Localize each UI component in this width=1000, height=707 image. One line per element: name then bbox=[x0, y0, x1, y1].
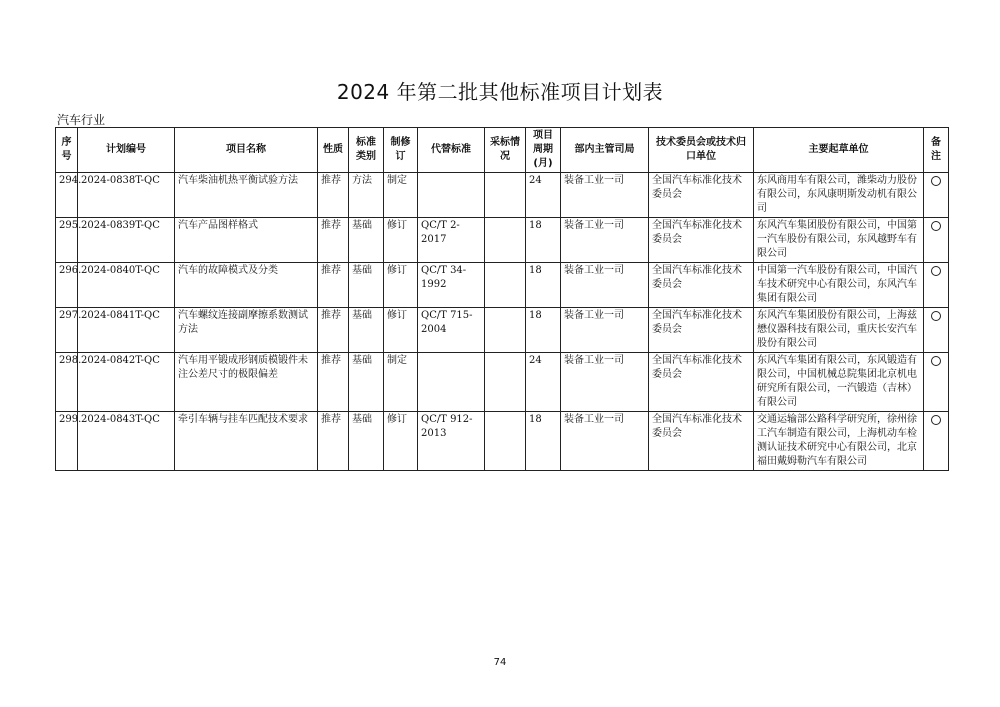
table-row bbox=[56, 263, 949, 308]
row-period: 18 bbox=[526, 218, 561, 263]
row-period: 18 bbox=[526, 308, 561, 353]
row-project-name: 汽车柴油机热平衡试验方法 bbox=[175, 173, 318, 218]
row-nature: 推荐 bbox=[318, 173, 349, 218]
row-adoption bbox=[485, 353, 526, 412]
row-revise-type: 修订 bbox=[384, 263, 418, 308]
row-category: 基础 bbox=[349, 412, 384, 471]
row-note bbox=[924, 412, 949, 471]
row-replaced-standard: QC/T 912-2013 bbox=[418, 412, 485, 471]
row-category: 基础 bbox=[349, 263, 384, 308]
table-row bbox=[56, 353, 949, 412]
row-project-name: 汽车螺纹连接副摩擦系数测试方法 bbox=[175, 308, 318, 353]
row-adoption bbox=[485, 263, 526, 308]
row-revise-type: 修订 bbox=[384, 308, 418, 353]
row-adoption bbox=[485, 218, 526, 263]
row-department: 装备工业一司 bbox=[561, 412, 649, 471]
row-project-name: 汽车的故障模式及分类 bbox=[175, 263, 318, 308]
row-project-name: 汽车产品图样格式 bbox=[175, 218, 318, 263]
row-project-name: 牵引车辆与挂车匹配技术要求 bbox=[175, 412, 318, 471]
circle-mark-icon bbox=[931, 415, 941, 425]
section-label: 汽车行业 bbox=[57, 113, 106, 127]
row-note bbox=[924, 308, 949, 353]
row-committee: 全国汽车标准化技术委员会 bbox=[649, 218, 754, 263]
row-drafting-units: 交通运输部公路科学研究所，徐州徐工汽车制造有限公司，上海机动车检测认证技术研究中心有限公司，北京福田戴姆勒汽车有限公司 bbox=[754, 412, 924, 471]
table-header-row bbox=[56, 128, 949, 173]
row-note bbox=[924, 218, 949, 263]
circle-mark-icon bbox=[931, 221, 941, 231]
page-number: 74 bbox=[493, 657, 507, 668]
row-committee: 全国汽车标准化技术委员会 bbox=[649, 308, 754, 353]
row-plan-code: 2024-0840T-QC bbox=[78, 263, 175, 308]
row-nature: 推荐 bbox=[318, 263, 349, 308]
row-seq: 296. bbox=[56, 263, 78, 308]
row-seq: 294. bbox=[56, 173, 78, 218]
row-seq: 298. bbox=[56, 353, 78, 412]
row-replaced-standard: QC/T 715-2004 bbox=[418, 308, 485, 353]
row-committee: 全国汽车标准化技术委员会 bbox=[649, 412, 754, 471]
row-department: 装备工业一司 bbox=[561, 173, 649, 218]
column-header: 标准类别 bbox=[349, 128, 384, 173]
row-period: 18 bbox=[526, 263, 561, 308]
row-department: 装备工业一司 bbox=[561, 218, 649, 263]
table-row bbox=[56, 412, 949, 471]
column-header: 计划编号 bbox=[78, 128, 175, 173]
row-replaced-standard bbox=[418, 353, 485, 412]
table-row bbox=[56, 218, 949, 263]
row-revise-type: 修订 bbox=[384, 218, 418, 263]
row-committee: 全国汽车标准化技术委员会 bbox=[649, 263, 754, 308]
row-category: 基础 bbox=[349, 218, 384, 263]
column-header: 备注 bbox=[924, 128, 949, 173]
circle-mark-icon bbox=[931, 176, 941, 186]
column-header: 项目周期(月) bbox=[526, 128, 561, 173]
row-replaced-standard: QC/T 34-1992 bbox=[418, 263, 485, 308]
page-title: 2024 年第二批其他标准项目计划表 bbox=[336, 80, 664, 104]
column-header: 制修订 bbox=[384, 128, 418, 173]
row-seq: 297. bbox=[56, 308, 78, 353]
row-period: 24 bbox=[526, 173, 561, 218]
row-adoption bbox=[485, 412, 526, 471]
column-header: 采标情况 bbox=[485, 128, 526, 173]
row-plan-code: 2024-0839T-QC bbox=[78, 218, 175, 263]
row-revise-type: 制定 bbox=[384, 353, 418, 412]
row-nature: 推荐 bbox=[318, 308, 349, 353]
row-drafting-units: 东风汽车集团有限公司，东风锻造有限公司，中国机械总院集团北京机电研究所有限公司，一汽锻造（吉林）有限公司 bbox=[754, 353, 924, 412]
column-header: 技术委员会或技术归口单位 bbox=[649, 128, 754, 173]
row-drafting-units: 东风汽车集团股份有限公司，中国第一汽车股份有限公司，东风越野车有限公司 bbox=[754, 218, 924, 263]
table-body bbox=[56, 173, 949, 471]
row-committee: 全国汽车标准化技术委员会 bbox=[649, 173, 754, 218]
row-note bbox=[924, 173, 949, 218]
row-drafting-units: 东风汽车集团股份有限公司，上海兹懋仪器科技有限公司，重庆长安汽车股份有限公司 bbox=[754, 308, 924, 353]
row-plan-code: 2024-0843T-QC bbox=[78, 412, 175, 471]
row-seq: 299. bbox=[56, 412, 78, 471]
row-project-name: 汽车用平锻成形钢质模锻件未注公差尺寸的极限偏差 bbox=[175, 353, 318, 412]
column-header: 部内主管司局 bbox=[561, 128, 649, 173]
circle-mark-icon bbox=[931, 356, 941, 366]
circle-mark-icon bbox=[931, 266, 941, 276]
row-category: 基础 bbox=[349, 308, 384, 353]
row-adoption bbox=[485, 308, 526, 353]
row-drafting-units: 东风商用车有限公司，潍柴动力股份有限公司，东风康明斯发动机有限公司 bbox=[754, 173, 924, 218]
table-row bbox=[56, 308, 949, 353]
row-plan-code: 2024-0842T-QC bbox=[78, 353, 175, 412]
row-seq: 295. bbox=[56, 218, 78, 263]
row-drafting-units: 中国第一汽车股份有限公司，中国汽车技术研究中心有限公司，东风汽车集团有限公司 bbox=[754, 263, 924, 308]
row-note bbox=[924, 263, 949, 308]
row-committee: 全国汽车标准化技术委员会 bbox=[649, 353, 754, 412]
column-header: 代替标准 bbox=[418, 128, 485, 173]
row-nature: 推荐 bbox=[318, 218, 349, 263]
table-row bbox=[56, 173, 949, 218]
row-nature: 推荐 bbox=[318, 412, 349, 471]
row-department: 装备工业一司 bbox=[561, 353, 649, 412]
row-nature: 推荐 bbox=[318, 353, 349, 412]
row-category: 方法 bbox=[349, 173, 384, 218]
plan-table bbox=[55, 127, 949, 471]
row-period: 18 bbox=[526, 412, 561, 471]
column-header: 序号 bbox=[56, 128, 78, 173]
row-plan-code: 2024-0841T-QC bbox=[78, 308, 175, 353]
row-category: 基础 bbox=[349, 353, 384, 412]
row-replaced-standard bbox=[418, 173, 485, 218]
column-header: 项目名称 bbox=[175, 128, 318, 173]
column-header: 性质 bbox=[318, 128, 349, 173]
circle-mark-icon bbox=[931, 311, 941, 321]
column-header: 主要起草单位 bbox=[754, 128, 924, 173]
row-adoption bbox=[485, 173, 526, 218]
row-note bbox=[924, 353, 949, 412]
row-period: 24 bbox=[526, 353, 561, 412]
row-department: 装备工业一司 bbox=[561, 308, 649, 353]
row-department: 装备工业一司 bbox=[561, 263, 649, 308]
row-replaced-standard: QC/T 2-2017 bbox=[418, 218, 485, 263]
row-revise-type: 制定 bbox=[384, 173, 418, 218]
row-revise-type: 修订 bbox=[384, 412, 418, 471]
row-plan-code: 2024-0838T-QC bbox=[78, 173, 175, 218]
